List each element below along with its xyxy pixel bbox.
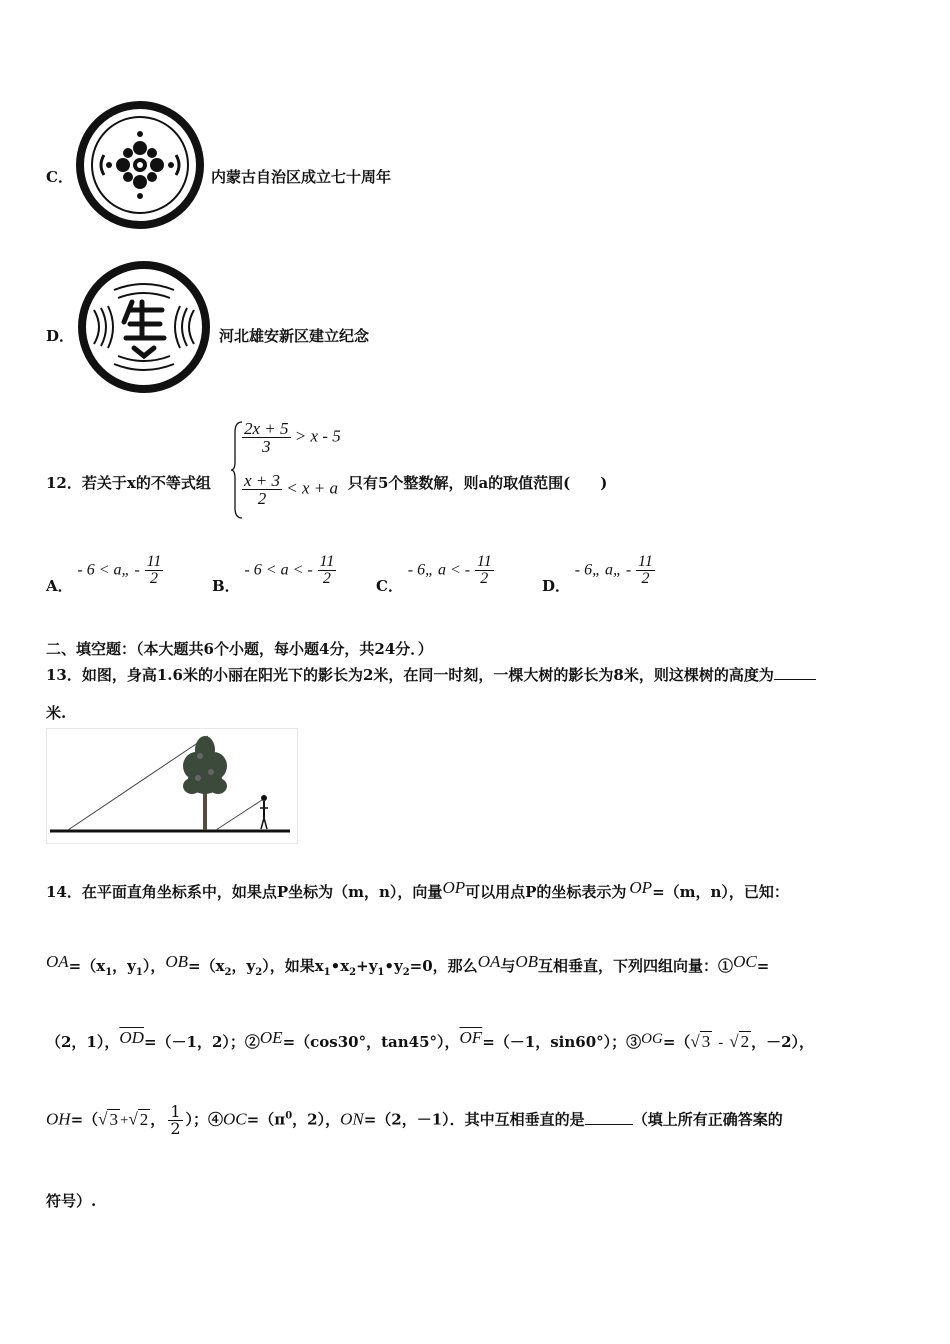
q14-text-segment: =（x [188,957,225,975]
q14-text-segment: = [756,957,770,975]
q13-text [46,664,816,685]
q12-option-a [46,554,163,596]
q14-line-4 [46,1104,783,1137]
ineq1-denominator: 3 [262,437,271,456]
option-denominator: 2 [149,570,158,587]
q14-text-segment: ， [150,1110,166,1129]
option-label: B． [212,576,240,595]
section-heading: 二、填空题：（本大题共6个小题，每小题4分，共24分．） [46,640,433,658]
denominator: 2 [170,1119,181,1138]
inequality-1 [242,420,341,455]
vector-oa: OA [477,952,501,971]
ineq2-rhs: < x + a [286,478,339,498]
option-label: A． [46,576,73,595]
fraction-one-half [168,1104,182,1137]
q14-text-segment: 14．在平面直角坐标系中，如果点P坐标为（m，n），向量 [46,883,443,901]
q13-tail: 米. [46,704,67,722]
vector-op: OP [442,878,466,897]
vector-ob: OB [165,952,189,971]
q14-text-segment: ，2）， [292,1110,341,1129]
radicand: 2 [139,1109,149,1129]
q14-text-segment: •x [330,957,350,975]
option-c-text: 内蒙古自治区成立七十周年 [211,168,392,186]
q13-question: 13．如图，身高1.6米的小丽在阳光下的影长为2米，在同一时刻，一棵大树的影长为8米，则这棵树的高度为 [46,666,774,684]
minus-sign: - [718,1035,724,1051]
q12-option-c [376,554,494,596]
commemorative-coin-inner-mongolia [74,100,206,230]
q12-option-b [212,554,336,596]
inequality-2 [242,472,338,507]
option-numerator: 11 [476,553,492,570]
option-numerator: 11 [638,553,653,570]
q14-text-segment: （2，1）， [46,1033,120,1051]
option-expression: - 6„ a„ - [574,561,632,579]
radicand: 3 [701,1032,711,1051]
sqrt-3: √ 3 [690,1032,711,1051]
option-numerator: 11 [146,553,162,570]
radicand: 3 [109,1109,118,1129]
q14-text-segment: ，－2）， [751,1033,815,1051]
option-denominator: 2 [641,570,650,587]
q14-text-segment: =（ [70,1110,99,1129]
option-denominator: 2 [480,570,489,587]
vector-on: ON [340,1109,364,1129]
subscript: 1 [323,967,331,978]
subscript: 2 [255,967,263,978]
q14-text-segment: =（－1，2）；② [143,1033,260,1051]
q14-text-segment: =（x [68,957,106,975]
q12-intro: 12．若关于x的不等式组 [46,474,211,492]
q14-text-segment: 与 [500,957,516,975]
q14-line-3 [46,1028,814,1052]
option-d-label: D． [46,327,75,345]
superscript: 0 [285,1110,293,1122]
option-expression: - 6„ a < - [407,561,471,579]
vector-oa: OA [46,952,69,971]
ineq1-numerator: 2x + 5 [244,419,289,438]
tree-shadow-figure [46,728,298,844]
commemorative-coin-xiongan [74,260,214,395]
q14-text-segment: =（2，－1）．其中互相垂直的是 [363,1110,585,1129]
subscript: 2 [349,967,357,978]
subscript: 2 [402,967,410,978]
vector-ob: OB [515,952,539,971]
vector-og: OG [641,1031,663,1047]
plus-sign: + [119,1112,129,1129]
ineq2-denominator: 2 [257,489,267,508]
q14-text-segment: 可以用点P的坐标表示为 [465,883,627,901]
q14-text-segment: 互相垂直，下列四组向量：① [538,957,734,975]
subscript: 1 [105,967,113,978]
q14-text-segment: +y [356,957,378,975]
ineq2-numerator: x + 3 [244,471,281,490]
q12-tail: 只有5个整数解，则a的取值范围( ) [348,474,608,492]
q14-text-segment: =（cos30°，tan45°）， [282,1033,460,1051]
option-d-text: 河北雄安新区建立纪念 [219,327,370,345]
option-c-label: C． [46,168,73,186]
q14-text-segment: =（－1，sin60°）；③ [482,1033,642,1051]
q14-line-5: 符号）. [46,1192,97,1210]
vector-od: $\overline{OD}$ [119,1028,144,1047]
vector-oh: OH [46,1109,71,1129]
option-expression: - 6 < a„ - [77,561,140,579]
sqrt-2: √ 2 [128,1109,149,1129]
q14-text-segment: ），如果x [262,957,324,975]
subscript: 1 [377,967,385,978]
numerator: 1 [170,1102,181,1121]
vector-oe: OE [259,1028,283,1047]
q14-text-segment: （填上所有正确答案的 [632,1110,783,1129]
q14-text-segment: =0，那么 [409,957,478,975]
subscript: 1 [135,967,143,978]
vector-of: $\overline{OF}$ [459,1028,483,1047]
ineq1-rhs: > x - 5 [294,426,341,446]
answer-blank [774,665,816,680]
q12-option-d [542,554,655,596]
q14-line-2 [46,952,769,978]
q14-text-segment: ，y [231,957,256,975]
q14-text-segment: =（m，n），已知： [652,883,789,901]
option-expression: - 6 < a < - [244,561,313,579]
option-denominator: 2 [322,570,331,587]
q14-line-1 [46,878,789,902]
sqrt-3: √ 3 [98,1109,118,1129]
answer-blank [585,1110,633,1125]
q14-text-segment: =（π [246,1110,286,1129]
q14-text-segment: •y [384,957,403,975]
radicand: 2 [740,1032,750,1051]
vector-oc: OC [223,1109,247,1129]
q14-text-segment: ）；④ [185,1110,224,1129]
q14-text-segment: =（ [662,1033,691,1051]
q14-text-segment: ，y [112,957,136,975]
q14-text-segment: ）， [142,957,166,975]
option-numerator: 11 [319,553,335,570]
sqrt-2: √ 2 [729,1032,750,1051]
option-label: D． [542,576,571,595]
vector-op: OP [629,878,653,897]
option-label: C． [376,576,403,595]
vector-oc: OC [733,952,757,971]
subscript: 2 [224,967,232,978]
